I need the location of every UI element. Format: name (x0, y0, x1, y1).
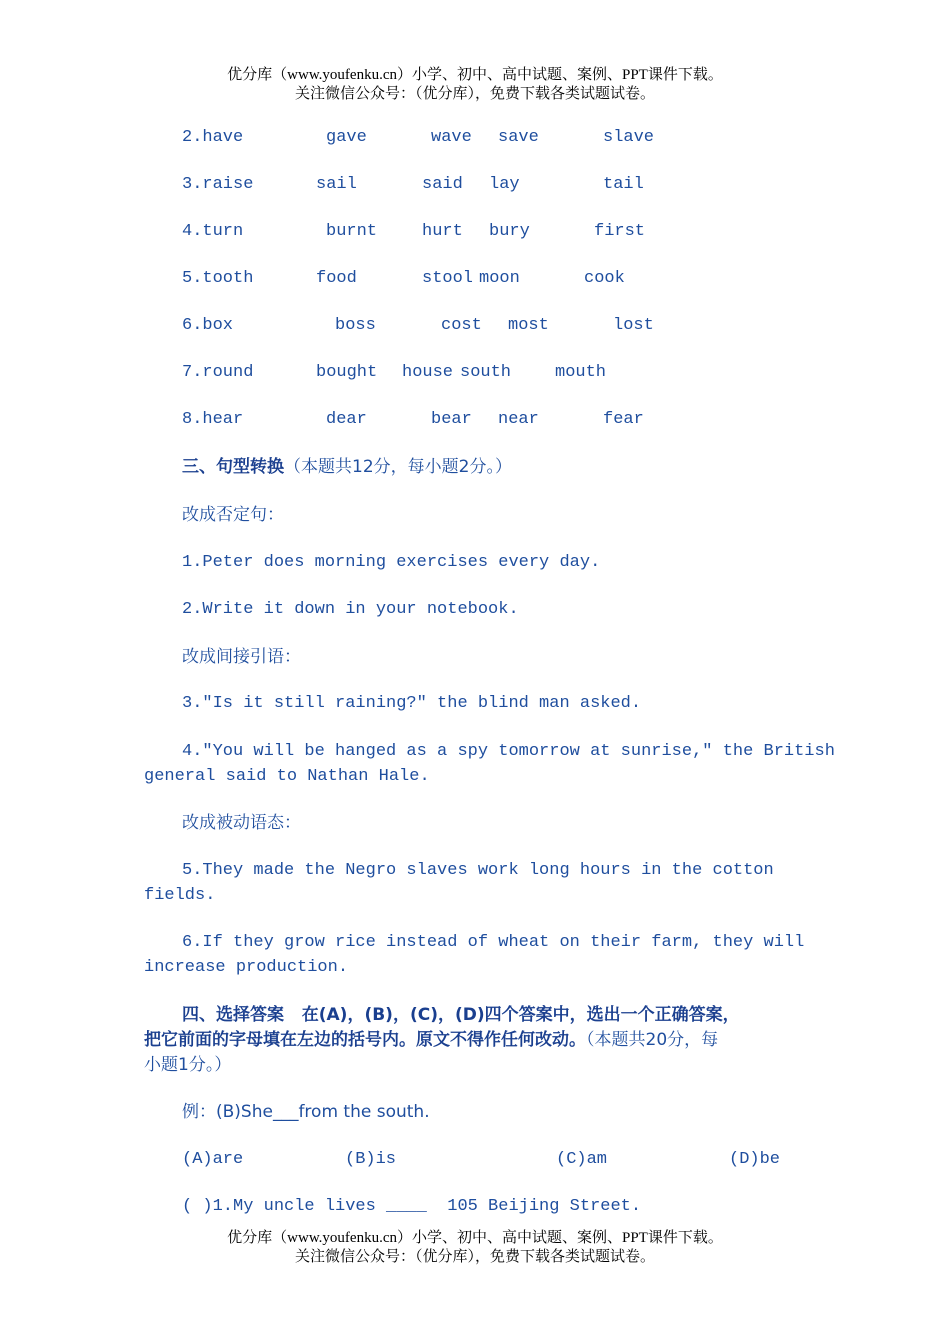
section4-note-a: （本题共20分，每 (586, 1030, 719, 1050)
page-header-line1: 优分库（www.youfenku.cn）小学、初中、高中试题、案例、PPT课件下载。 (227, 67, 723, 83)
row-word: 5.tooth (182, 269, 254, 288)
row-word: 3.raise (182, 175, 254, 194)
row-word: fear (603, 410, 644, 429)
question-6-line2: increase production. (144, 958, 349, 977)
question-3: 3."Is it still raining?" the blind man asked. (182, 694, 642, 713)
row-word: wave (431, 128, 472, 147)
row-word: moon (479, 269, 520, 288)
row-word: bear (431, 410, 472, 429)
option-b: (B)is (345, 1150, 397, 1169)
row-word: lay (489, 175, 520, 194)
row-word: cost (441, 316, 482, 335)
question-5-line2: fields. (144, 886, 216, 905)
row-word: 2.have (182, 128, 244, 147)
row-word: near (498, 410, 539, 429)
passive-heading: 改成被动语态： (182, 813, 301, 833)
row-word: stool (422, 269, 474, 288)
row-word: save (498, 128, 539, 147)
question-4-line1: 4."You will be hanged as a spy tomorrow at sunrise," the British (182, 742, 835, 761)
section3-note: （本题共12分，每小题2分。） (284, 457, 512, 477)
row-word: lost (613, 316, 654, 335)
example-line: 例：(B)She___from the south. (182, 1102, 430, 1122)
section4-title-b: 把它前面的字母填在左边的括号内。原文不得作任何改动。 (144, 1030, 586, 1050)
question-4-line2: general said to Nathan Hale. (144, 767, 430, 786)
row-word: house (402, 363, 454, 382)
row-word: tail (603, 175, 644, 194)
question-2: 2.Write it down in your notebook. (182, 600, 519, 619)
row-word: said (422, 175, 463, 194)
row-word: 7.round (182, 363, 254, 382)
row-word: cook (584, 269, 625, 288)
row-word: boss (335, 316, 376, 335)
option-d: (D)be (729, 1150, 781, 1169)
question-1: 1.Peter does morning exercises every day. (182, 553, 601, 572)
row-word: 6.box (182, 316, 234, 335)
negative-heading: 改成否定句： (182, 505, 284, 525)
row-word: most (508, 316, 549, 335)
row-word: south (460, 363, 512, 382)
row-word: food (316, 269, 357, 288)
page-footer-line2: 关注微信公众号：（优分库），免费下载各类试题试卷。 (294, 1249, 655, 1265)
row-word: 8.hear (182, 410, 244, 429)
page-header-line2: 关注微信公众号：（优分库），免费下载各类试题试卷。 (294, 86, 655, 102)
question-5-line1: 5.They made the Negro slaves work long hours in the cotton (182, 861, 774, 880)
row-word: gave (326, 128, 367, 147)
section4-title-line1: 四、选择答案 在(A)，(B)，(C)，(D)四个答案中，选出一个正确答案， (182, 1005, 740, 1025)
page-footer-line1: 优分库（www.youfenku.cn）小学、初中、高中试题、案例、PPT课件下载。 (227, 1230, 723, 1246)
row-word: mouth (555, 363, 607, 382)
option-c: (C)am (556, 1150, 608, 1169)
choice-question-1: ( )1.My uncle lives ____ 105 Beijing Street. (182, 1197, 642, 1216)
section3-title: 三、句型转换 (182, 457, 284, 477)
row-word: hurt (422, 222, 463, 241)
row-word: burnt (326, 222, 378, 241)
section4-note-line3: 小题1分。） (144, 1055, 232, 1075)
question-6-line1: 6.If they grow rice instead of wheat on their farm, they will (182, 933, 805, 952)
section3-heading (182, 455, 512, 481)
indirect-heading: 改成间接引语： (182, 647, 301, 667)
row-word: bought (316, 363, 378, 382)
section4-title-line2 (144, 1028, 718, 1054)
row-word: 4.turn (182, 222, 244, 241)
row-word: first (594, 222, 646, 241)
row-word: bury (489, 222, 530, 241)
row-word: dear (326, 410, 367, 429)
row-word: sail (316, 175, 357, 194)
row-word: slave (603, 128, 655, 147)
option-a: (A)are (182, 1150, 244, 1169)
